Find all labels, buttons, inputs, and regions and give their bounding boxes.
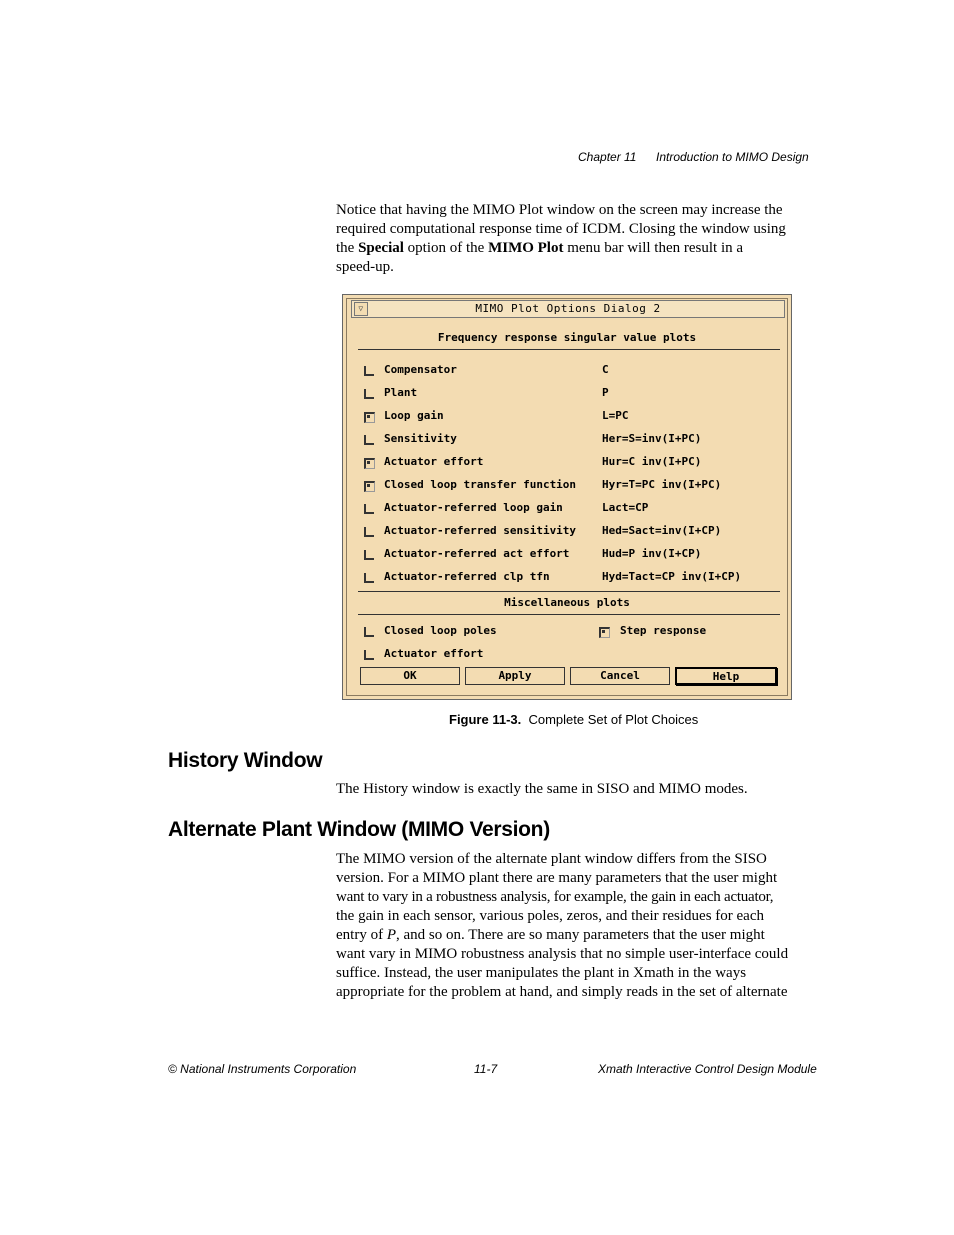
chapter-title: Introduction to MIMO Design	[656, 150, 809, 164]
plot-checkbox[interactable]	[364, 481, 375, 492]
special-menu-ref: Special	[358, 240, 404, 256]
plot-label: Compensator	[384, 363, 457, 376]
alternate-line: suffice. Instead, the user manipulates the plant in Xmath in the ways	[336, 965, 747, 981]
intro-line-2: required computational response time of ICDM. Closing the window using	[336, 221, 786, 237]
cancel-button[interactable]: Cancel	[570, 667, 670, 685]
misc-actuator-effort-checkbox[interactable]	[364, 650, 374, 660]
plot-formula: P	[602, 386, 609, 399]
plot-formula: C	[602, 363, 609, 376]
intro-line-4: speed-up.	[336, 259, 394, 275]
figure-text: Complete Set of Plot Choices	[528, 712, 699, 727]
closed-loop-poles-label: Closed loop poles	[384, 624, 497, 637]
history-text: The History window is exactly the same in SISO and MIMO modes.	[336, 781, 748, 797]
plot-label: Loop gain	[384, 409, 444, 422]
alternate-text: entry of	[336, 927, 387, 943]
section-frequency-title: Frequency response singular value plots	[437, 331, 697, 344]
alternate-line: the gain in each sensor, various poles, zeros, and their residues for each	[336, 908, 764, 924]
window-menu-icon[interactable]: ▽	[354, 302, 368, 316]
alternate-line: appropriate for the problem at hand, and simply reads in the set of alternate	[336, 984, 788, 1000]
misc-actuator-effort-label: Actuator effort	[384, 647, 484, 660]
plot-formula: L=PC	[602, 409, 629, 422]
plot-checkbox[interactable]	[364, 389, 374, 399]
plot-formula: Her=S=inv(I+PC)	[602, 432, 702, 445]
divider	[358, 349, 780, 350]
chapter-label: Chapter 11	[578, 150, 637, 164]
plot-checkbox[interactable]	[364, 412, 375, 423]
help-button[interactable]: Help	[675, 667, 777, 685]
plant-symbol: P	[386, 927, 396, 943]
section-misc-title: Miscellaneous plots	[504, 596, 630, 609]
step-response-checkbox[interactable]	[599, 627, 610, 638]
alternate-line: want to vary in a robustness analysis, for example, the gain in each actuator,	[336, 889, 774, 905]
plot-formula: Hur=C inv(I+PC)	[602, 455, 702, 468]
intro-line-1: Notice that having the MIMO Plot window on the screen may increase the	[336, 202, 783, 218]
figure-label: Figure 11-3.	[449, 712, 522, 727]
alternate-paragraph	[336, 850, 800, 1002]
plot-label: Actuator-referred act effort	[384, 547, 570, 560]
plot-checkbox[interactable]	[364, 458, 375, 469]
closed-loop-poles-checkbox[interactable]	[364, 627, 374, 637]
ok-button[interactable]: OK	[360, 667, 460, 685]
plot-formula: Hyd=Tact=CP inv(I+CP)	[602, 570, 742, 583]
footer-copyright: © National Instruments Corporation	[168, 1062, 357, 1076]
footer-page-number: 11-7	[474, 1062, 498, 1076]
alternate-line: The MIMO version of the alternate plant window differs from the SISO	[336, 851, 767, 867]
intro-text: menu bar will then result in a	[563, 240, 744, 256]
plot-label: Sensitivity	[384, 432, 457, 445]
plot-checkbox[interactable]	[364, 366, 374, 376]
plot-checkbox[interactable]	[364, 550, 374, 560]
plot-checkbox[interactable]	[364, 504, 374, 514]
dialog-title: MIMO Plot Options Dialog 2	[475, 302, 661, 315]
mimo-plot-options-dialog	[342, 294, 792, 700]
apply-button[interactable]: Apply	[465, 667, 565, 685]
alternate-line	[336, 926, 800, 945]
plot-label: Actuator-referred clp tfn	[384, 570, 550, 583]
intro-text: the	[336, 240, 359, 256]
alternate-line: want vary in MIMO robustness analysis that no simple user-interface could	[336, 946, 789, 962]
divider	[358, 614, 780, 615]
plot-formula: Lact=CP	[602, 501, 649, 514]
footer-product: Xmath Interactive Control Design Module	[598, 1062, 817, 1076]
plot-formula: Hed=Sact=inv(I+CP)	[602, 524, 722, 537]
plot-label: Actuator effort	[384, 455, 484, 468]
plot-formula: Hud=P inv(I+CP)	[602, 547, 702, 560]
mimo-plot-ref: MIMO Plot	[488, 240, 564, 256]
intro-line-3	[336, 239, 800, 258]
intro-paragraph	[336, 201, 800, 277]
history-heading: History Window	[168, 749, 323, 772]
alternate-line: version. For a MIMO plant there are many parameters that the user might	[336, 870, 778, 886]
plot-label: Closed loop transfer function	[384, 478, 577, 491]
alternate-text: , and so on. There are so many parameters that the user might	[396, 927, 765, 943]
plot-formula: Hyr=T=PC inv(I+PC)	[602, 478, 722, 491]
plot-label: Actuator-referred loop gain	[384, 501, 563, 514]
alternate-heading: Alternate Plant Window (MIMO Version)	[168, 818, 550, 841]
figure-caption	[449, 712, 698, 727]
plot-checkbox[interactable]	[364, 435, 374, 445]
dialog-titlebar[interactable]	[351, 300, 785, 318]
divider	[358, 591, 780, 592]
plot-checkbox[interactable]	[364, 573, 374, 583]
step-response-label: Step response	[620, 624, 707, 637]
intro-text: option of the	[403, 240, 489, 256]
plot-checkbox[interactable]	[364, 527, 374, 537]
plot-label: Plant	[384, 386, 418, 399]
plot-label: Actuator-referred sensitivity	[384, 524, 577, 537]
